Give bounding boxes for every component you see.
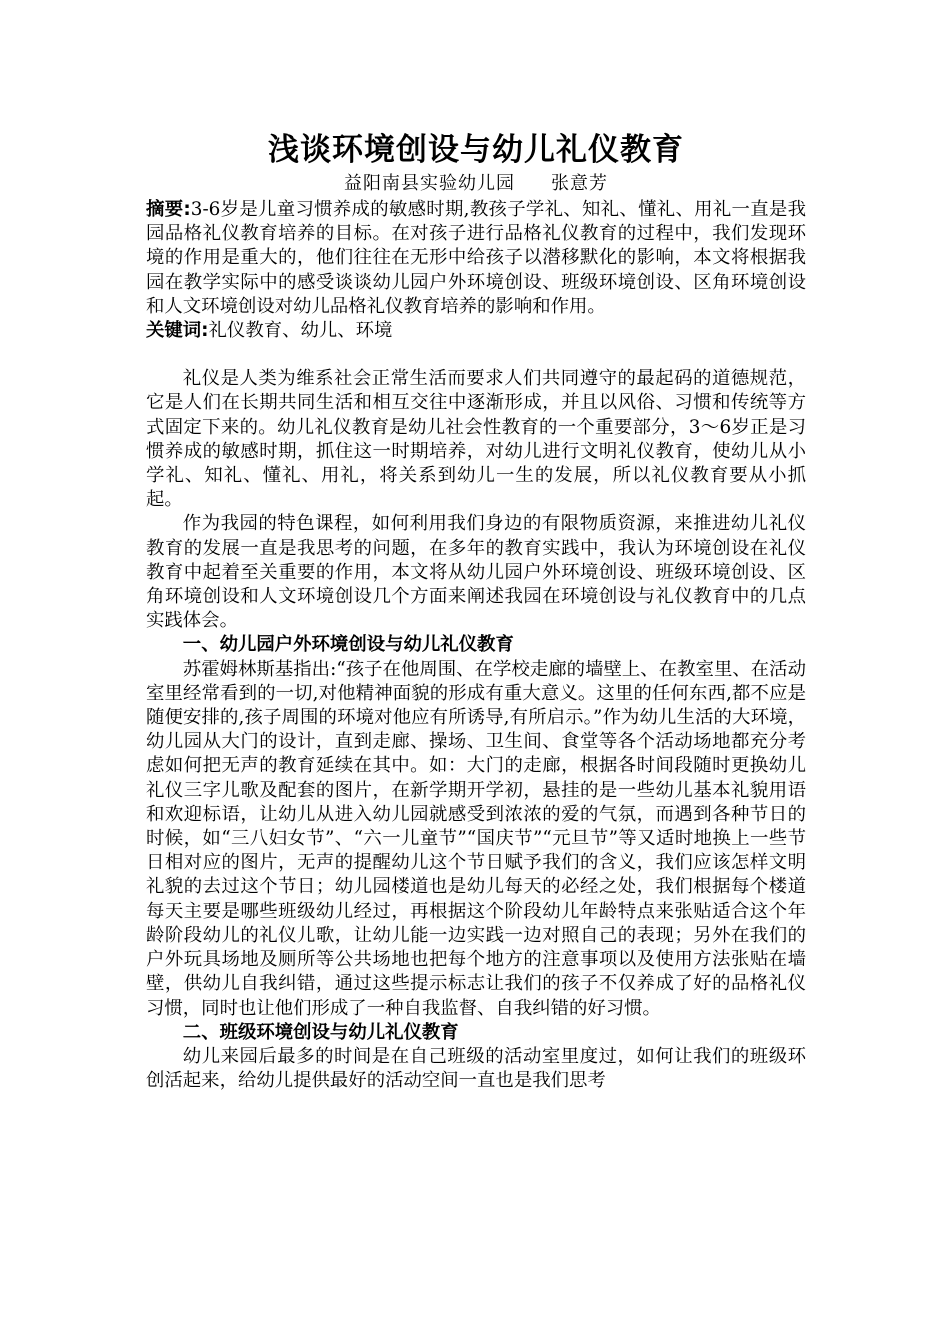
blank-line	[146, 343, 806, 367]
section-heading-2: 二、班级环境创设与幼儿礼仪教育	[182, 1021, 459, 1043]
abstract-label: 摘要:	[146, 199, 191, 220]
keywords	[146, 319, 806, 343]
paragraph-2: 作为我园的特色课程，如何利用我们身边的有限物质资源，来推进幼儿礼仪教育的发展一直是我思考的问题，在多年的教育实践中，我认为环境创设在礼仪教育中起着至关重要的作用，本文将从幼儿园户外环境创设、班级环境创设、区角环境创设和人文环境创设几个方面来阐述我园在环境创设与礼仪教育中的几点实践体会。	[146, 513, 806, 632]
school-name: 益阳南县实验幼儿园	[344, 173, 515, 194]
document-page	[146, 128, 806, 1093]
paragraph-4: 幼儿来园后最多的时间是在自己班级的活动室里度过，如何让我们的班级环创活起来，给幼儿提供最好的活动空间一直也是我们思考	[146, 1045, 806, 1092]
keywords-text: 礼仪教育、幼儿、环境	[208, 320, 393, 342]
document-title: 浅谈环境创设与幼儿礼仪教育	[268, 132, 684, 168]
abstract-text: 3-6岁是儿童习惯养成的敏感时期,教孩子学礼、知礼、懂礼、用礼一直是我园品格礼仪教育培养的目标。在对孩子进行品格礼仪教育的过程中，我们发现环境的作用是重大的，他们往往在无形中给孩子以潜移默化的影响，本文将根据我园在教学实际中的感受谈谈幼儿园户外环境创设、班级环境创设、区角环境创设和人文环境创设对幼儿品格礼仪教育培养的影响和作用。	[146, 199, 806, 317]
abstract	[146, 198, 806, 319]
author-name: 张意芳	[551, 173, 608, 194]
author-line	[146, 172, 806, 196]
keywords-label: 关键词:	[146, 320, 209, 342]
section-heading-1: 一、幼儿园户外环境创设与幼儿礼仪教育	[182, 634, 514, 656]
paragraph-3: 苏霍姆林斯基指出:“孩子在他周围、在学校走廊的墙壁上、在教室里、在活动室里经常看到的一切,对他精神面貌的形成有重大意义。这里的任何东西,都不应是随便安排的,孩子周围的环境对他应有所诱导,有所启示。”作为幼儿生活的大环境，幼儿园从大门的设计，直到走廊、操场、卫生间、食堂等各个活动场地都充分考虑如何把无声的教育延续在其中。如：大门的走廊，根据各时间段随时更换幼儿礼仪三字儿歌及配套的图片，在新学期开学初，悬挂的是一些幼儿基本礼貌用语和欢迎标语，让幼儿从进入幼儿园就感受到浓浓的爱的气氛，而遇到各种节日的时候，如“三八妇女节”、“六一儿童节”“国庆节”“元旦节”等又适时地换上一些节日相对应的图片，无声的提醒幼儿这个节日赋予我们的含义，我们应该怎样文明礼貌的去过这个节日；幼儿园楼道也是幼儿每天的必经之处，我们根据每个楼道每天主要是哪些班级幼儿经过，再根据这个阶段幼儿年龄特点来张贴适合这个年龄阶段幼儿的礼仪儿歌，让幼儿能一边实践一边对照自己的表现；另外在我们的户外玩具场地及厕所等公共场地也把每个地方的注意事项以及使用方法张贴在墙壁，供幼儿自我纠错，通过这些提示标志让我们的孩子不仅养成了好的品格礼仪习惯，同时也让他们形成了一种自我监督、自我纠错的好习惯。	[146, 658, 806, 1019]
paragraph-1: 礼仪是人类为维系社会正常生活而要求人们共同遵守的最起码的道德规范，它是人们在长期共同生活和相互交往中逐渐形成，并且以风俗、习惯和传统等方式固定下来的。幼儿礼仪教育是幼儿社会性教育的一个重要部分，3～6岁正是习惯养成的敏感时期，抓住这一时期培养，对幼儿进行文明礼仪教育，使幼儿从小学礼、知礼、懂礼、用礼，将关系到幼儿一生的发展，所以礼仪教育要从小抓起。	[146, 368, 806, 511]
